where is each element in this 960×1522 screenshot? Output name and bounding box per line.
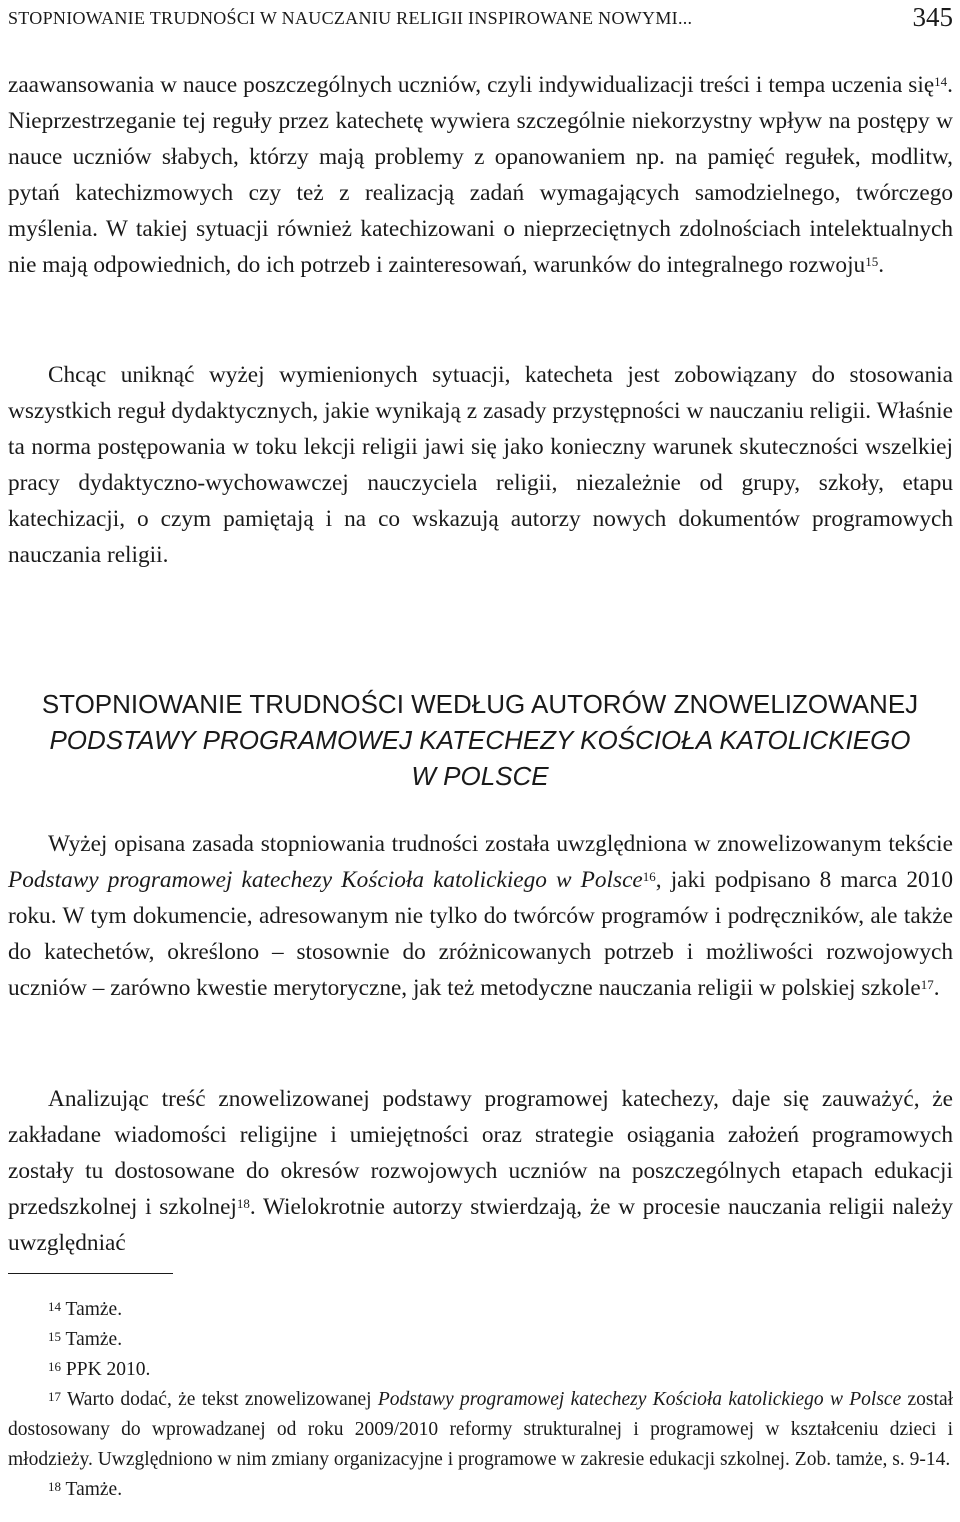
footnotes xyxy=(8,1295,953,1505)
paragraph-text: . Nieprzestrzeganie tej reguły przez katechetę wywiera szczególnie niekorzystny wpływ na postępy w nauce uczniów słabych, którzy mają problemy z opanowaniem np. na pamięć regułek, modlitw, pytań katechizmowych czy też z realizacją zadań wymagających samodzielnego, twórczego myślenia. W takiej sytuacji również katechizowani o nieprzeciętnych zdolnościach intelektualnych nie mają odpowiednich, do ich potrzeb i zainteresowań, warunków do integralnego rozwoju xyxy=(8,72,953,278)
section-heading xyxy=(0,686,960,794)
paragraph-3 xyxy=(8,826,953,1006)
paragraph-text: . xyxy=(878,252,885,278)
footnote-divider xyxy=(8,1273,173,1274)
footnote-14 xyxy=(8,1295,953,1325)
paragraph-text: Wyżej opisana zasada stopniowania trudności została uwzględniona w znowelizowanym tekście xyxy=(48,831,953,857)
document-title: Podstawy programowej katechezy Kościoła katolickiego w Polsce xyxy=(8,867,643,893)
footnote-number: 15 xyxy=(48,1329,61,1344)
page-number: 345 xyxy=(912,2,953,32)
paragraph-text: Analizując treść znowelizowanej podstawy programowej katechezy, daje się zauważyć, że zakładane wiadomości religijne i umiejętności oraz strategie osiągania założeń programowych zostały tu dostosowane do okresów rozwojowych uczniów na poszczególnych etapach edukacji przedszkolnej i szkolnej xyxy=(8,1086,953,1220)
paragraph-4 xyxy=(8,1081,953,1261)
footnote-text: został dostosowany do wprowadzanej od roku 2009/2010 reformy strukturalnej i programowej w kształceniu dzieci i młodzieży. Uwzględniono w nim zmiany organizacyjne i programowe w zakresie edukacji szkolnej. Zob. tamże, s. 9-14. xyxy=(8,1389,954,1470)
footnote-number: 14 xyxy=(48,1299,61,1314)
footnote-number: 16 xyxy=(48,1359,61,1374)
footnote-15 xyxy=(8,1325,953,1355)
footnote-ref-15[interactable]: 15 xyxy=(865,254,879,269)
paragraph-text: . xyxy=(933,975,940,1001)
footnote-text: Tamże. xyxy=(61,1479,123,1500)
footnote-16 xyxy=(8,1355,953,1385)
running-header xyxy=(8,2,953,38)
footnote-text: Warto dodać, że tekst znowelizowanej xyxy=(61,1389,378,1410)
heading-line-1: STOPNIOWANIE TRUDNOŚCI WEDŁUG AUTORÓW ZNOWELIZOWANEJ xyxy=(41,689,919,719)
footnote-number: 18 xyxy=(48,1479,61,1494)
paragraph-text: . Wielokrotnie autorzy stwierdzają, że w procesie nauczania religii należy uwzględniać xyxy=(8,1194,953,1256)
footnote-18 xyxy=(8,1475,953,1505)
footnote-ref-14[interactable]: 14 xyxy=(934,74,948,89)
paragraph-1 xyxy=(8,67,953,283)
footnote-text: Tamże. xyxy=(61,1299,123,1320)
paragraph-text: , jaki podpisano 8 marca 2010 roku. W tym dokumencie, adresowanym nie tylko do twórców programów i podręczników, ale także do katechetów, określono – stosownie do zróżnicowanych potrzeb i możliwości rozwojowych uczniów – zarówno kwestie merytoryczne, jak też metodyczne nauczania religii w polskiej szkole xyxy=(8,867,953,1001)
running-title: STOPNIOWANIE TRUDNOŚCI W NAUCZANIU RELIGII INSPIROWANE NOWYMI... xyxy=(8,8,693,28)
footnote-ref-17[interactable]: 17 xyxy=(920,977,934,992)
footnote-text: PPK 2010. xyxy=(61,1359,151,1380)
footnote-ref-16[interactable]: 16 xyxy=(642,869,656,884)
paragraph-text: Chcąc uniknąć wyżej wymienionych sytuacji, katecheta jest zobowiązany do stosowania wszystkich reguł dydaktycznych, jakie wynikają z zasady przystępności w nauczaniu religii. Właśnie ta norma postępowania w toku lekcji religii jawi się jako konieczny warunek skuteczności wszelkiej pracy dydaktyczno-wychowawczej nauczyciela religii, niezależnie od grupy, szkoły, etapu katechizacji, o czym pamiętają i na co wskazują autorzy nowych dokumentów programowych nauczania religii. xyxy=(8,362,953,568)
footnote-ref-18[interactable]: 18 xyxy=(236,1196,250,1211)
document-title: Podstawy programowej katechezy Kościoła katolickiego w Polsce xyxy=(377,1389,902,1410)
heading-line-2: PODSTAWY PROGRAMOWEJ KATECHEZY KOŚCIOŁA KATOLICKIEGO xyxy=(49,725,911,755)
footnote-text: Tamże. xyxy=(61,1329,123,1350)
heading-line-3: W POLSCE xyxy=(411,761,549,791)
paragraph-2 xyxy=(8,357,953,573)
footnote-number: 17 xyxy=(48,1389,61,1404)
footnote-17 xyxy=(8,1385,953,1475)
paragraph-text: zaawansowania w nauce poszczególnych uczniów, czyli indywidualizacji treści i tempa uczenia się xyxy=(8,72,935,98)
